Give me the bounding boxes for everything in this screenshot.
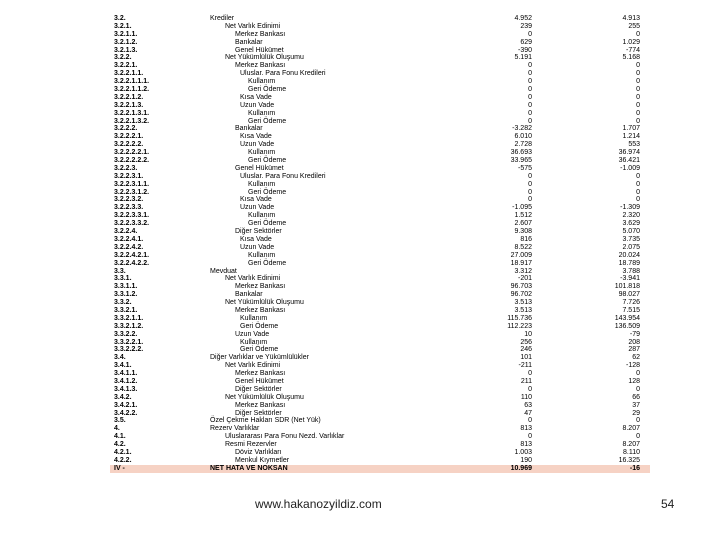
row-value-year2: 0 [636, 86, 640, 94]
table-row [110, 149, 650, 157]
row-value-year1: 18.917 [510, 259, 532, 267]
row-code: 3.2.2.2.2.1. [114, 149, 150, 157]
row-value-year1: 0 [528, 101, 532, 109]
row-value-year1: 0 [528, 433, 532, 441]
row-label: Diğer Sektörler [235, 228, 282, 236]
row-label: Net Yükümlülük Oluşumu [225, 54, 304, 62]
row-value-year1: 112.223 [507, 322, 532, 330]
row-value-year1: 47 [524, 409, 532, 417]
row-value-year2: 62 [632, 354, 640, 362]
row-value-year2: 0 [636, 188, 640, 196]
row-value-year2: 136.509 [614, 322, 640, 330]
row-value-year1: 101 [520, 354, 532, 362]
row-value-year2: 5.070 [622, 228, 640, 236]
row-label: Uzun Vade [240, 243, 275, 251]
row-value-year2: 2.075 [622, 243, 640, 251]
row-label: Geri Ödeme [248, 117, 287, 125]
table-row [110, 315, 650, 323]
row-value-year1: 96.702 [510, 291, 532, 299]
table-row [110, 394, 650, 402]
row-value-year1: 0 [528, 30, 532, 38]
row-value-year1: -201 [517, 275, 532, 283]
row-value-year1: 0 [528, 62, 532, 70]
table-row [110, 378, 650, 386]
table-row [110, 307, 650, 315]
table-row [110, 331, 650, 339]
row-code: 4. [114, 425, 120, 433]
row-value-year2: 1.214 [622, 133, 640, 141]
row-code: 3.3.1.1. [114, 283, 138, 291]
row-value-year2: 5.168 [622, 54, 640, 62]
row-label: Geri Ödeme [248, 188, 287, 196]
row-code: 3.2.1.2. [114, 38, 138, 46]
table-row [110, 354, 650, 362]
row-label: Merkez Bankası [235, 401, 286, 409]
row-value-year1: 0 [528, 78, 532, 86]
row-code: 4.2.2. [114, 456, 132, 464]
row-value-year2: 7.515 [622, 306, 640, 314]
row-code: 3.2.1.1. [114, 30, 138, 38]
row-value-year1: 0 [528, 93, 532, 101]
row-label: Geri Ödeme [248, 86, 287, 94]
table-row [110, 362, 650, 370]
row-label: Krediler [210, 15, 235, 22]
row-value-year1: -3.282 [512, 125, 532, 133]
row-code: 3.2.2.1.1.2. [114, 86, 150, 94]
row-value-year2: 0 [636, 385, 640, 393]
row-value-year2: 255 [628, 22, 640, 30]
table-row [110, 118, 650, 126]
row-code: 3.3.2.1.2. [114, 322, 144, 330]
row-code: 3.4.1.2. [114, 377, 138, 385]
table-row [110, 228, 650, 236]
row-value-year1: 813 [520, 425, 532, 433]
row-code: 3.4.2. [114, 393, 132, 401]
table-row [110, 410, 650, 418]
row-value-year1: 4.952 [514, 15, 532, 22]
table-row [110, 62, 650, 70]
row-label: Kısa Vade [240, 133, 272, 141]
row-value-year1: 10.969 [510, 464, 532, 472]
row-value-year1: 5.191 [514, 54, 532, 62]
table-row [110, 299, 650, 307]
row-value-year2: 29 [632, 409, 640, 417]
table-row [110, 94, 650, 102]
row-value-year1: 256 [520, 338, 532, 346]
row-label: Kullanım [248, 251, 276, 259]
row-label: Uluslar. Para Fonu Kredileri [240, 70, 326, 78]
table-row [110, 220, 650, 228]
row-value-year2: 1.707 [622, 125, 640, 133]
row-code: 4.1. [114, 433, 126, 441]
row-value-year2: 0 [636, 93, 640, 101]
table-row [110, 339, 650, 347]
row-value-year1: 6.010 [514, 133, 532, 141]
row-value-year1: 0 [528, 117, 532, 125]
row-label: Genel Hükümet [235, 46, 284, 54]
row-value-year2: 0 [636, 117, 640, 125]
row-value-year2: 18.789 [618, 259, 640, 267]
row-label: Net Yükümlülük Oluşumu [225, 299, 304, 307]
row-label: Geri Ödeme [240, 346, 279, 354]
row-code: 3.2.2.2.2.2. [114, 157, 150, 165]
table-row [110, 323, 650, 331]
row-label: Uzun Vade [240, 101, 275, 109]
row-value-year2: 101.818 [614, 283, 640, 291]
row-code: 3.2.2.3.3. [114, 204, 144, 212]
row-value-year1: 96.703 [510, 283, 532, 291]
row-label: Kullanım [248, 212, 276, 220]
row-code: 3.2.2.1.1.1. [114, 78, 150, 86]
row-label: Uluslar. Para Fonu Kredileri [240, 172, 326, 180]
row-value-year2: 0 [636, 433, 640, 441]
table-row [110, 78, 650, 86]
row-value-year1: -211 [518, 362, 532, 370]
row-value-year1: 8.522 [514, 243, 532, 251]
row-value-year1: 36.693 [510, 149, 532, 157]
row-value-year2: -3.941 [620, 275, 640, 283]
row-value-year2: 36.421 [618, 157, 640, 165]
page-number: 54 [661, 497, 675, 511]
row-code: 3.2.2.3. [114, 164, 138, 172]
row-label: Uluslararası Para Fonu Nezd. Varlıklar [225, 433, 345, 441]
row-label: Kullanım [248, 149, 276, 157]
row-label: Kullanım [248, 78, 276, 86]
table-row [110, 457, 650, 465]
row-value-year1: 211 [520, 377, 532, 385]
row-code: 3.2.2.1.3.1. [114, 109, 150, 117]
row-value-year1: 0 [528, 70, 532, 78]
table-row [110, 244, 650, 252]
row-value-year1: 246 [520, 346, 532, 354]
row-value-year1: 0 [528, 417, 532, 425]
row-value-year1: 9.308 [514, 228, 532, 236]
table-row [110, 346, 650, 354]
row-value-year2: -1.309 [620, 204, 640, 212]
row-code: 3.3.2.2. [114, 330, 138, 338]
table-row [110, 417, 650, 425]
row-value-year2: 4.913 [622, 15, 640, 22]
row-label: Net Yükümlülük Oluşumu [225, 393, 304, 401]
row-code: 3.2.2.1.3.2. [114, 117, 150, 125]
row-value-year2: 66 [632, 393, 640, 401]
row-code: 3.2.2.3.1.2. [114, 188, 150, 196]
row-value-year1: 3.312 [514, 267, 532, 275]
row-value-year2: 7.726 [622, 299, 640, 307]
balance-of-payments-table [110, 15, 650, 473]
row-value-year2: 16.325 [618, 456, 640, 464]
row-code: 3.2. [114, 15, 126, 22]
table-row [110, 283, 650, 291]
row-value-year1: 629 [520, 38, 532, 46]
row-code: 3.2.2.3.3.1. [114, 212, 150, 220]
row-value-year2: 37 [632, 401, 640, 409]
table-row [110, 125, 650, 133]
row-value-year1: 0 [528, 180, 532, 188]
row-code: 3.2.2.1.2. [114, 93, 144, 101]
row-value-year1: 27.009 [510, 251, 532, 259]
row-value-year2: 0 [636, 30, 640, 38]
row-value-year2: -128 [625, 362, 640, 370]
row-value-year1: 115.736 [507, 314, 532, 322]
row-label: Menkul Kıymetler [235, 456, 290, 464]
table-row [110, 268, 650, 276]
row-label: Özel Çekme Hakları SDR (Net Yük) [210, 417, 321, 425]
row-label: Bankalar [235, 291, 263, 299]
table-row [110, 212, 650, 220]
row-code: 3.2.2.4.1. [114, 235, 144, 243]
row-label: Merkez Bankası [235, 283, 286, 291]
row-code: 3.4. [114, 354, 126, 362]
row-label: Genel Hükümet [235, 377, 284, 385]
table-row [110, 252, 650, 260]
row-label: Kullanım [240, 314, 268, 322]
row-label: Geri Ödeme [240, 322, 279, 330]
row-value-year2: -774 [625, 46, 640, 54]
row-label: Uzun Vade [235, 330, 270, 338]
row-value-year2: 1.029 [622, 38, 640, 46]
row-code: 3.2.2.3.3.2. [114, 220, 150, 228]
row-value-year2: 0 [636, 196, 640, 204]
row-value-year2: 8.207 [622, 441, 640, 449]
row-code: 3.2.2.1.1. [114, 70, 144, 78]
row-value-year1: -1.095 [512, 204, 532, 212]
row-value-year1: -390 [517, 46, 532, 54]
row-value-year1: 10 [524, 330, 532, 338]
table-row [110, 236, 650, 244]
row-code: 3.3.2.1.1. [114, 314, 144, 322]
row-code: 3.4.2.1. [114, 401, 138, 409]
row-code: 3.3. [114, 267, 126, 275]
table-row [110, 47, 650, 55]
row-code: 3.4.1.3. [114, 385, 138, 393]
row-label: Diğer Sektörler [235, 385, 282, 393]
row-value-year1: 2.607 [514, 220, 532, 228]
row-code: 3.3.2. [114, 299, 132, 307]
row-value-year2: 0 [636, 180, 640, 188]
row-value-year2: 208 [628, 338, 640, 346]
row-code: 3.2.2.2. [114, 125, 138, 133]
row-label: Resmi Rezervler [225, 441, 277, 449]
row-label: Kısa Vade [240, 196, 272, 204]
row-value-year2: 128 [628, 377, 640, 385]
table-row [110, 204, 650, 212]
table-row [110, 39, 650, 47]
row-value-year2: 98.027 [618, 291, 640, 299]
row-value-year2: -79 [629, 330, 640, 338]
row-label: Kullanım [240, 338, 268, 346]
row-code: 3.2.1. [114, 22, 132, 30]
row-value-year1: 0 [528, 109, 532, 117]
row-code: 3.2.2. [114, 54, 132, 62]
row-value-year2: 0 [636, 70, 640, 78]
table-row [110, 402, 650, 410]
row-value-year1: 63 [524, 401, 532, 409]
table-row [110, 157, 650, 165]
row-code: 3.2.2.4. [114, 228, 138, 236]
row-value-year2: 553 [628, 141, 640, 149]
table-row [110, 70, 650, 78]
row-value-year1: 2.728 [514, 141, 532, 149]
row-label: Mevduat [210, 267, 237, 275]
table-row [110, 386, 650, 394]
row-label: Kısa Vade [240, 93, 272, 101]
row-value-year2: 36.974 [618, 149, 640, 157]
row-value-year1: 0 [528, 86, 532, 94]
row-code: 3.2.2.3.2. [114, 196, 144, 204]
table-row [110, 141, 650, 149]
row-value-year2: 0 [636, 109, 640, 117]
row-code: 3.2.2.2.1. [114, 133, 144, 141]
table-row [110, 165, 650, 173]
row-value-year2: 143.954 [614, 314, 640, 322]
row-value-year1: 110 [520, 393, 532, 401]
row-label: NET HATA VE NOKSAN [210, 464, 288, 472]
row-code: 3.3.1. [114, 275, 132, 283]
row-code: 3.2.2.1.3. [114, 101, 144, 109]
row-label: Merkez Bankası [235, 30, 286, 38]
row-code: 3.2.2.4.2. [114, 243, 144, 251]
row-value-year1: 190 [520, 456, 532, 464]
table-row [110, 31, 650, 39]
row-value-year2: 8.207 [622, 425, 640, 433]
row-code: 3.5. [114, 417, 126, 425]
row-label: Rezerv Varlıklar [210, 425, 260, 433]
row-label: Net Varlık Edinimi [225, 275, 281, 283]
row-value-year1: 33.965 [510, 157, 532, 165]
row-code: 3.2.2.3.1. [114, 172, 144, 180]
row-value-year1: 813 [520, 441, 532, 449]
row-value-year1: 1.512 [514, 212, 532, 220]
row-value-year2: 0 [636, 101, 640, 109]
row-code: 4.2. [114, 441, 126, 449]
row-label: Genel Hükümet [235, 164, 284, 172]
table-row [110, 433, 650, 441]
table-row [110, 133, 650, 141]
row-label: Diğer Varlıklar ve Yükümlülükler [210, 354, 309, 362]
row-code: 3.2.2.2.2. [114, 141, 144, 149]
row-label: Kullanım [248, 180, 276, 188]
row-value-year1: 0 [528, 188, 532, 196]
table-row [110, 260, 650, 268]
row-code: 3.3.2.2.1. [114, 338, 144, 346]
table-row [110, 54, 650, 62]
row-value-year2: 8.110 [623, 448, 640, 456]
row-label: Döviz Varlıkları [235, 448, 282, 456]
row-label: Geri Ödeme [248, 220, 287, 228]
row-code: 3.2.1.3. [114, 46, 138, 54]
row-label: Geri Ödeme [248, 259, 287, 267]
row-code: 4.2.1. [114, 448, 132, 456]
row-label: Merkez Bankası [235, 62, 286, 70]
row-value-year1: 3.513 [514, 299, 532, 307]
row-value-year2: 3.735 [622, 235, 640, 243]
row-label: Uzun Vade [240, 204, 275, 212]
row-label: Kullanım [248, 109, 276, 117]
row-code: 3.2.2.3.1.1. [114, 180, 150, 188]
table-row [110, 110, 650, 118]
table-row [110, 102, 650, 110]
table-row [110, 449, 650, 457]
row-label: Net Varlık Edinimi [225, 22, 281, 30]
table-row [110, 196, 650, 204]
row-value-year1: 1.003 [514, 448, 532, 456]
table-row [110, 86, 650, 94]
row-value-year1: -575 [517, 164, 532, 172]
row-code: 3.3.2.1. [114, 306, 138, 314]
row-code: 3.4.1.1. [114, 370, 138, 378]
row-value-year2: 0 [636, 370, 640, 378]
row-value-year2: -16 [629, 464, 640, 472]
row-value-year1: 0 [528, 385, 532, 393]
row-label: Bankalar [235, 125, 263, 133]
row-value-year1: 0 [528, 172, 532, 180]
row-code: 3.2.2.4.2.2. [114, 259, 150, 267]
table-row [110, 181, 650, 189]
net-errors-row [110, 465, 650, 473]
row-label: Kısa Vade [240, 235, 272, 243]
row-code: 3.2.2.4.2.1. [114, 251, 150, 259]
table-row [110, 189, 650, 197]
row-value-year2: -1.009 [620, 164, 640, 172]
row-label: Diğer Sektörler [235, 409, 282, 417]
row-label: Uzun Vade [240, 141, 275, 149]
table-row [110, 275, 650, 283]
row-label: Geri Ödeme [248, 157, 287, 165]
row-value-year1: 0 [528, 196, 532, 204]
footer-url: www.hakanozyildiz.com [255, 497, 382, 511]
table-row [110, 23, 650, 31]
table-row [110, 15, 650, 23]
row-code: 3.3.1.2. [114, 291, 138, 299]
row-value-year2: 2.320 [622, 212, 640, 220]
row-value-year2: 0 [636, 78, 640, 86]
row-value-year2: 0 [636, 172, 640, 180]
row-value-year2: 20.024 [618, 251, 640, 259]
row-label: Net Varlık Edinimi [225, 362, 281, 370]
row-code: 3.3.2.2.2. [114, 346, 144, 354]
row-value-year2: 0 [636, 62, 640, 70]
row-code: IV - [114, 464, 125, 472]
row-value-year1: 3.513 [514, 306, 532, 314]
row-code: 3.2.2.1. [114, 62, 138, 70]
row-value-year2: 287 [628, 346, 640, 354]
row-label: Bankalar [235, 38, 263, 46]
table-row [110, 291, 650, 299]
table-row [110, 441, 650, 449]
row-code: 3.4.2.2. [114, 409, 138, 417]
row-value-year1: 0 [528, 370, 532, 378]
row-code: 3.4.1. [114, 362, 132, 370]
row-value-year2: 3.788 [622, 267, 640, 275]
table-row [110, 370, 650, 378]
row-value-year1: 816 [520, 235, 532, 243]
row-label: Merkez Bankası [235, 306, 286, 314]
row-value-year2: 0 [636, 417, 640, 425]
table-row [110, 173, 650, 181]
row-value-year1: 239 [520, 22, 532, 30]
table-row [110, 425, 650, 433]
row-label: Merkez Bankası [235, 370, 286, 378]
row-value-year2: 3.629 [622, 220, 640, 228]
